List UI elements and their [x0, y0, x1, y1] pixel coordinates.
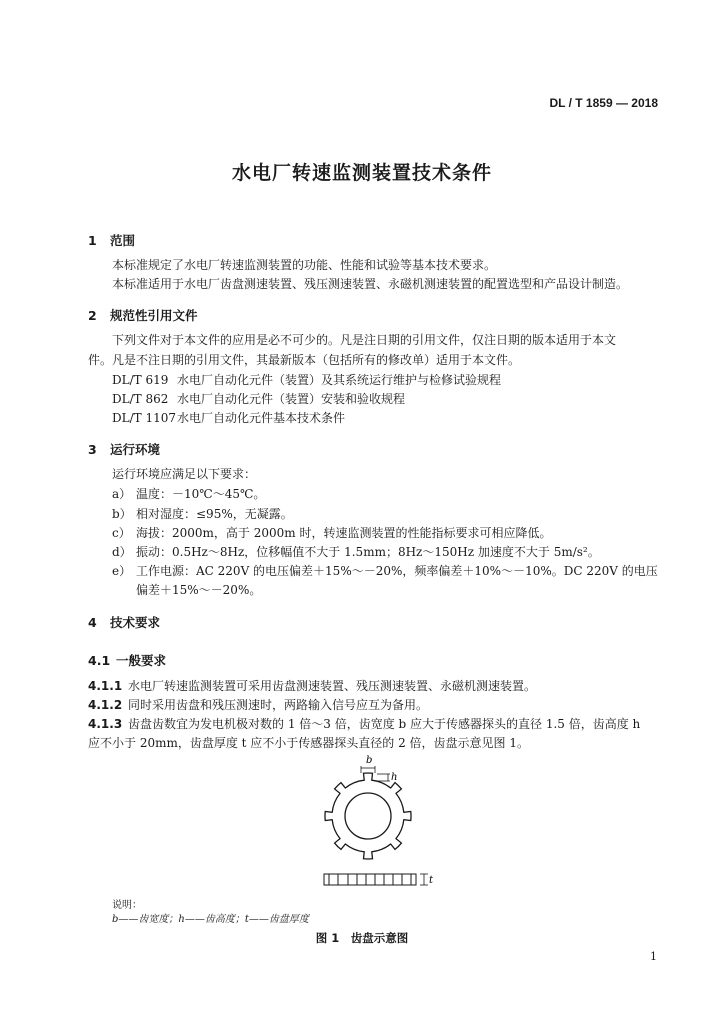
figure-note: b——齿宽度；h——齿高度；t——齿盘厚度	[112, 914, 309, 925]
paragraph: 件。凡是不注日期的引用文件，其最新版本（包括所有的修改单）适用于本文件。	[88, 353, 521, 367]
figure-note-title: 说明：	[112, 900, 142, 911]
list-text: 相对湿度：≤95%，无凝露。	[136, 507, 293, 521]
label-t: t	[429, 875, 434, 886]
list-item	[112, 525, 551, 541]
subsection-4-1-heading	[88, 651, 166, 669]
list-text: 工作电源：AC 220V 的电压偏差＋15%～－20%，频率偏差＋10%～－10%。DC 220V 的电压	[136, 564, 658, 578]
subsection-title: 一般要求	[116, 653, 167, 668]
section-2-heading	[88, 306, 198, 324]
disc-bore	[345, 793, 391, 839]
section-number: 1	[88, 233, 97, 248]
paragraph: 下列文件对于本文件的应用是必不可少的。凡是注日期的引用文件，仅注日期的版本适用于本文	[112, 333, 617, 347]
page-number: 1	[650, 950, 657, 963]
reference-code: DL/T 619	[112, 373, 169, 387]
toothed-disc-figure	[310, 752, 440, 897]
section-number: 3	[88, 442, 97, 457]
list-label: a）	[112, 487, 132, 501]
section-title: 规范性引用文件	[110, 308, 198, 323]
reference-title: 水电厂自动化元件基本技术条件	[177, 411, 346, 425]
reference-code: DL/T 862	[112, 392, 169, 406]
dimension-h	[377, 774, 390, 781]
section-3-heading	[88, 440, 160, 458]
dimension-b	[361, 766, 375, 773]
section-4-heading	[88, 613, 160, 631]
clause-4-1-3	[88, 716, 640, 732]
list-label: e）	[112, 564, 132, 578]
disc-side-view	[324, 874, 416, 885]
clause-4-1-2	[88, 697, 428, 713]
figure-caption: 图 1 齿盘示意图	[315, 931, 409, 945]
list-text: 振动：0.5Hz～8Hz，位移幅值不大于 1.5mm；8Hz～150Hz 加速度不大于 5m/s²。	[136, 545, 600, 559]
paragraph: 本标准规定了水电厂转速监测装置的功能、性能和试验等基本技术要求。	[112, 258, 497, 272]
list-item	[112, 563, 658, 579]
reference-title: 水电厂自动化元件（装置）及其系统运行维护与检修试验规程	[177, 373, 502, 387]
label-h: h	[391, 772, 398, 783]
clause-text: 水电厂转速监测装置可采用齿盘测速装置、残压测速装置、永磁机测速装置。	[128, 679, 537, 693]
document-title: 水电厂转速监测装置技术条件	[231, 162, 492, 184]
list-label: c）	[112, 526, 131, 540]
subsection-number: 4.1	[88, 653, 111, 668]
clause-number: 4.1.1	[88, 679, 123, 693]
list-label: b）	[112, 507, 132, 521]
toothed-disc	[325, 773, 411, 859]
clause-number: 4.1.3	[88, 717, 123, 731]
list-item	[112, 544, 600, 560]
reference-title: 水电厂自动化元件（装置）安装和验收规程	[177, 392, 406, 406]
list-text: 海拔：2000m，高于 2000m 时，转速监测装置的性能指标要求可相应降低。	[136, 526, 552, 540]
section-1-heading	[88, 231, 135, 249]
section-title: 运行环境	[110, 442, 161, 457]
standard-number: DL / T 1859 — 2018	[549, 96, 658, 110]
list-item	[112, 486, 265, 502]
reference-item	[112, 391, 405, 407]
list-text: 温度：－10℃～45℃。	[136, 487, 266, 501]
paragraph: 运行环境应满足以下要求：	[112, 467, 257, 481]
clause-4-1-1	[88, 678, 536, 694]
clause-number: 4.1.2	[88, 698, 123, 712]
list-label: d）	[112, 545, 132, 559]
clause-text: 同时采用齿盘和残压测速时，两路输入信号应互为备用。	[128, 698, 429, 712]
section-title: 范围	[110, 233, 136, 248]
dimension-t	[420, 874, 428, 885]
label-b: b	[366, 755, 373, 766]
reference-item	[112, 372, 501, 388]
section-number: 2	[88, 308, 97, 323]
clause-4-1-3-continuation: 应不小于 20mm，齿盘厚度 t 应不小于传感器探头直径的 2 倍，齿盘示意见图 1。	[88, 736, 530, 750]
section-number: 4	[88, 615, 97, 630]
reference-item	[112, 410, 345, 426]
list-item	[112, 506, 293, 522]
section-title: 技术要求	[110, 615, 161, 630]
disc-outline	[325, 773, 411, 859]
clause-text: 齿盘齿数宜为发电机极对数的 1 倍～3 倍，齿宽度 b 应大于传感器探头的直径 1.5 倍，齿高度 h	[128, 717, 641, 731]
paragraph: 本标准适用于水电厂齿盘测速装置、残压测速装置、永磁机测速装置的配置选型和产品设计制造。	[112, 277, 629, 291]
reference-code: DL/T 1107	[112, 411, 176, 425]
list-item-continuation: 偏差＋15%～－20%。	[136, 583, 262, 597]
